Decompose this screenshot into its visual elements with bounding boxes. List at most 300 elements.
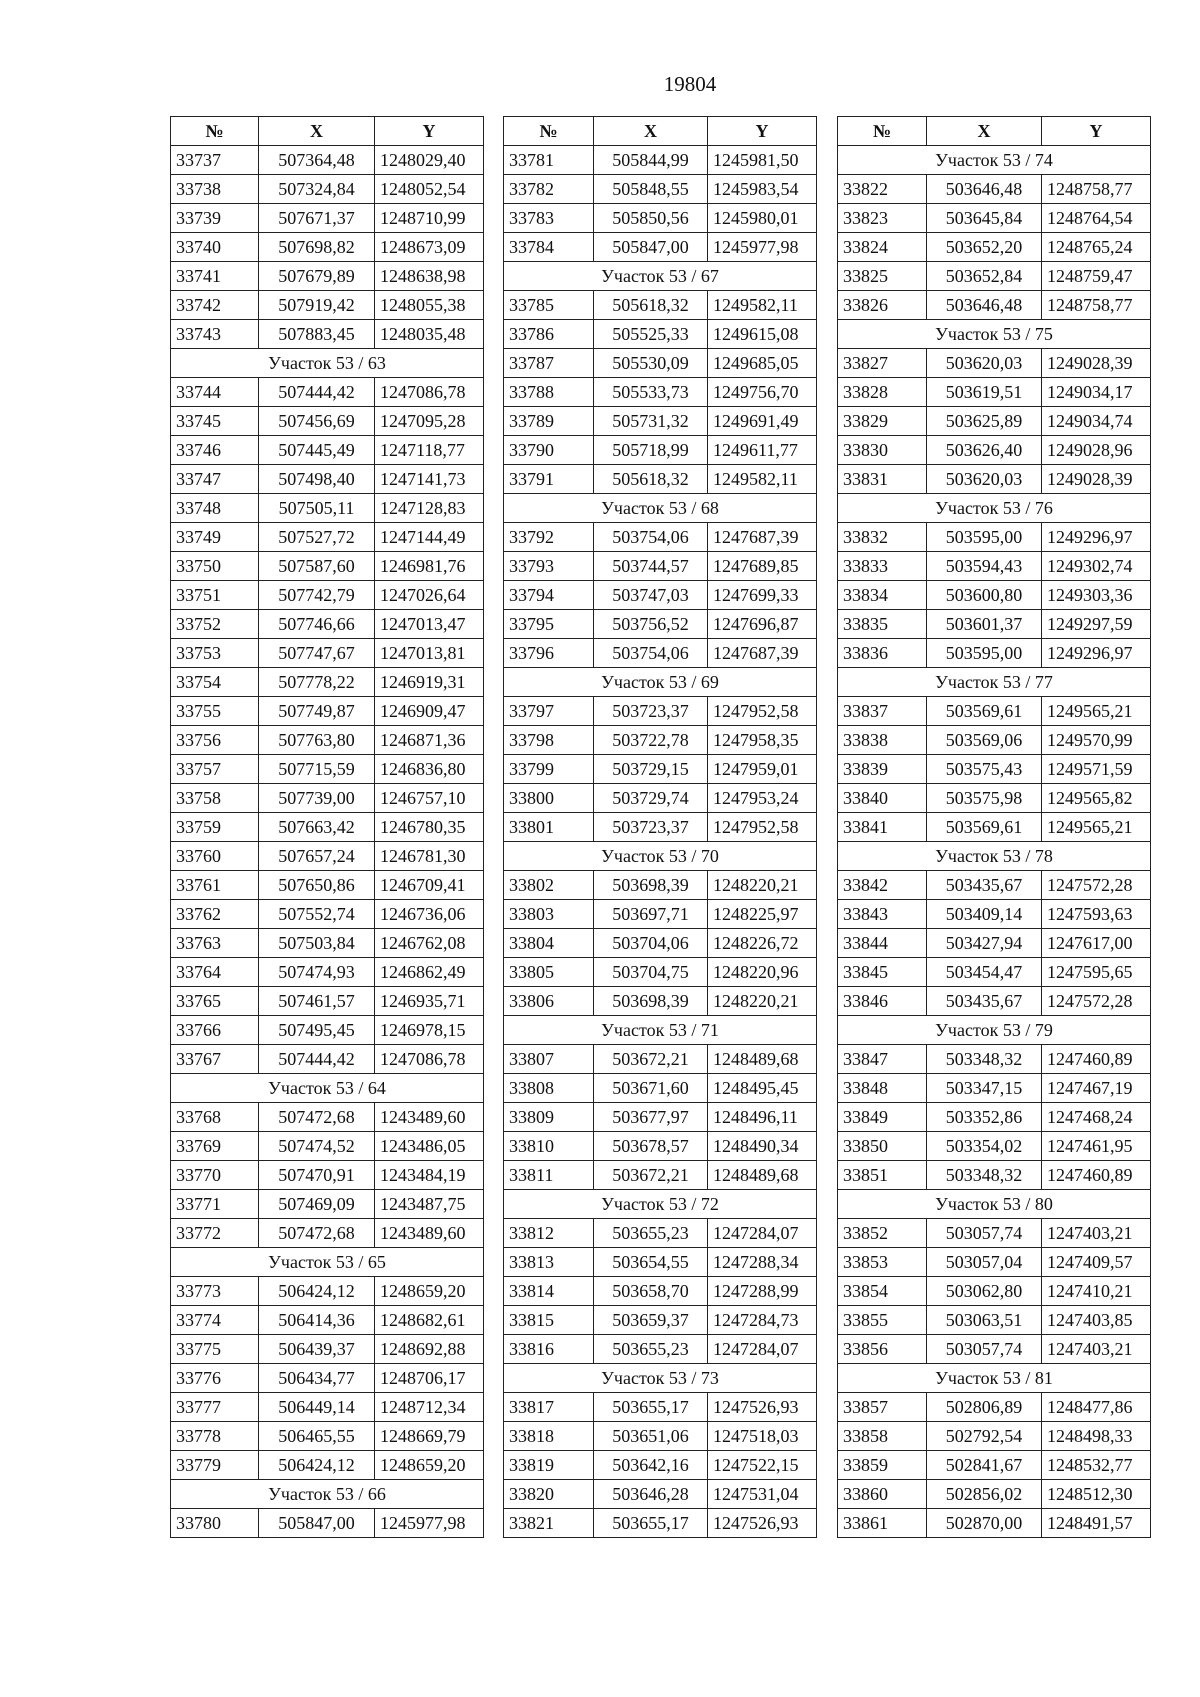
table-row (171, 900, 484, 929)
point-number-cell: 33752 (171, 610, 259, 639)
point-number-cell: 33793 (504, 552, 594, 581)
x-coordinate-cell: 505533,73 (594, 378, 708, 407)
x-coordinate-cell: 502870,00 (927, 1509, 1042, 1538)
table-row (838, 291, 1151, 320)
table-row (504, 523, 817, 552)
point-number-cell: 33815 (504, 1306, 594, 1335)
table-row (838, 175, 1151, 204)
y-coordinate-cell: 1248498,33 (1042, 1422, 1151, 1451)
section-title: Участок 53 / 69 (504, 668, 817, 697)
x-coordinate-cell: 503620,03 (927, 349, 1042, 378)
x-coordinate-cell: 505844,99 (594, 146, 708, 175)
point-number-cell: 33838 (838, 726, 927, 755)
table-row (171, 1306, 484, 1335)
point-number-cell: 33760 (171, 842, 259, 871)
x-coordinate-cell: 503601,37 (927, 610, 1042, 639)
table-row (838, 639, 1151, 668)
point-number-cell: 33849 (838, 1103, 927, 1132)
x-coordinate-cell: 503756,52 (594, 610, 708, 639)
y-coordinate-cell: 1247687,39 (708, 523, 817, 552)
header-number: № (171, 117, 259, 146)
point-number-cell: 33771 (171, 1190, 259, 1219)
x-coordinate-cell: 507445,49 (259, 436, 375, 465)
y-coordinate-cell: 1243489,60 (375, 1103, 484, 1132)
x-coordinate-cell: 503569,06 (927, 726, 1042, 755)
x-coordinate-cell: 503754,06 (594, 523, 708, 552)
table-row (838, 1074, 1151, 1103)
point-number-cell: 33832 (838, 523, 927, 552)
table-row (504, 755, 817, 784)
y-coordinate-cell: 1247460,89 (1042, 1161, 1151, 1190)
table-row (171, 639, 484, 668)
y-coordinate-cell: 1247128,83 (375, 494, 484, 523)
y-coordinate-cell: 1245977,98 (708, 233, 817, 262)
y-coordinate-cell: 1247026,64 (375, 581, 484, 610)
x-coordinate-cell: 506424,12 (259, 1277, 375, 1306)
point-number-cell: 33844 (838, 929, 927, 958)
point-number-cell: 33764 (171, 958, 259, 987)
table-row (504, 697, 817, 726)
point-number-cell: 33766 (171, 1016, 259, 1045)
y-coordinate-cell: 1247959,01 (708, 755, 817, 784)
table-row (171, 581, 484, 610)
point-number-cell: 33810 (504, 1132, 594, 1161)
x-coordinate-cell: 503646,48 (927, 175, 1042, 204)
x-coordinate-cell: 503642,16 (594, 1451, 708, 1480)
table-row (504, 581, 817, 610)
y-coordinate-cell: 1248758,77 (1042, 291, 1151, 320)
header-y: Y (375, 117, 484, 146)
y-coordinate-cell: 1246871,36 (375, 726, 484, 755)
point-number-cell: 33830 (838, 436, 927, 465)
section-title: Участок 53 / 76 (838, 494, 1151, 523)
section-title: Участок 53 / 65 (171, 1248, 484, 1277)
x-coordinate-cell: 507470,91 (259, 1161, 375, 1190)
point-number-cell: 33852 (838, 1219, 927, 1248)
table-row (838, 1248, 1151, 1277)
table-row (838, 813, 1151, 842)
y-coordinate-cell: 1249685,05 (708, 349, 817, 378)
table-row (171, 1451, 484, 1480)
table-row (171, 697, 484, 726)
y-coordinate-cell: 1249611,77 (708, 436, 817, 465)
table-row (504, 1103, 817, 1132)
x-coordinate-cell: 503569,61 (927, 697, 1042, 726)
y-coordinate-cell: 1247013,81 (375, 639, 484, 668)
y-coordinate-cell: 1246836,80 (375, 755, 484, 784)
point-number-cell: 33757 (171, 755, 259, 784)
y-coordinate-cell: 1247953,24 (708, 784, 817, 813)
point-number-cell: 33759 (171, 813, 259, 842)
y-coordinate-cell: 1247696,87 (708, 610, 817, 639)
y-coordinate-cell: 1249582,11 (708, 291, 817, 320)
point-number-cell: 33738 (171, 175, 259, 204)
point-number-cell: 33790 (504, 436, 594, 465)
point-number-cell: 33846 (838, 987, 927, 1016)
x-coordinate-cell: 503655,23 (594, 1335, 708, 1364)
x-coordinate-cell: 507747,67 (259, 639, 375, 668)
table-row (838, 1480, 1151, 1509)
table-row (171, 146, 484, 175)
y-coordinate-cell: 1248710,99 (375, 204, 484, 233)
x-coordinate-cell: 503625,89 (927, 407, 1042, 436)
point-number-cell: 33817 (504, 1393, 594, 1422)
x-coordinate-cell: 503697,71 (594, 900, 708, 929)
point-number-cell: 33843 (838, 900, 927, 929)
x-coordinate-cell: 507587,60 (259, 552, 375, 581)
x-coordinate-cell: 507749,87 (259, 697, 375, 726)
table-row (838, 1132, 1151, 1161)
point-number-cell: 33784 (504, 233, 594, 262)
table-row (171, 610, 484, 639)
point-number-cell: 33796 (504, 639, 594, 668)
x-coordinate-cell: 507883,45 (259, 320, 375, 349)
table-row (171, 204, 484, 233)
y-coordinate-cell: 1247086,78 (375, 1045, 484, 1074)
point-number-cell: 33814 (504, 1277, 594, 1306)
table-row (504, 1074, 817, 1103)
y-coordinate-cell: 1248029,40 (375, 146, 484, 175)
table-row (504, 639, 817, 668)
x-coordinate-cell: 503655,17 (594, 1393, 708, 1422)
x-coordinate-cell: 503575,43 (927, 755, 1042, 784)
table-row (838, 552, 1151, 581)
x-coordinate-cell: 507456,69 (259, 407, 375, 436)
table-row (171, 987, 484, 1016)
x-coordinate-cell: 505848,55 (594, 175, 708, 204)
point-number-cell: 33816 (504, 1335, 594, 1364)
point-number-cell: 33785 (504, 291, 594, 320)
point-number-cell: 33748 (171, 494, 259, 523)
y-coordinate-cell: 1247461,95 (1042, 1132, 1151, 1161)
y-coordinate-cell: 1248682,61 (375, 1306, 484, 1335)
point-number-cell: 33778 (171, 1422, 259, 1451)
y-coordinate-cell: 1247288,34 (708, 1248, 817, 1277)
table-row (504, 726, 817, 755)
table-row (171, 813, 484, 842)
point-number-cell: 33857 (838, 1393, 927, 1422)
table-row (504, 871, 817, 900)
point-number-cell: 33808 (504, 1074, 594, 1103)
y-coordinate-cell: 1247460,89 (1042, 1045, 1151, 1074)
section-row (838, 668, 1151, 697)
y-coordinate-cell: 1249296,97 (1042, 639, 1151, 668)
x-coordinate-cell: 507739,00 (259, 784, 375, 813)
x-coordinate-cell: 503435,67 (927, 871, 1042, 900)
x-coordinate-cell: 503646,28 (594, 1480, 708, 1509)
point-number-cell: 33835 (838, 610, 927, 639)
table-row (838, 1161, 1151, 1190)
section-title: Участок 53 / 72 (504, 1190, 817, 1219)
y-coordinate-cell: 1248659,20 (375, 1277, 484, 1306)
point-number-cell: 33861 (838, 1509, 927, 1538)
x-coordinate-cell: 506465,55 (259, 1422, 375, 1451)
x-coordinate-cell: 507324,84 (259, 175, 375, 204)
x-coordinate-cell: 503744,57 (594, 552, 708, 581)
page-number: 19804 (663, 72, 717, 96)
table-row (838, 987, 1151, 1016)
y-coordinate-cell: 1247952,58 (708, 697, 817, 726)
point-number-cell: 33783 (504, 204, 594, 233)
x-coordinate-cell: 507552,74 (259, 900, 375, 929)
y-coordinate-cell: 1247141,73 (375, 465, 484, 494)
y-coordinate-cell: 1247284,73 (708, 1306, 817, 1335)
y-coordinate-cell: 1247572,28 (1042, 871, 1151, 900)
point-number-cell: 33794 (504, 581, 594, 610)
point-number-cell: 33847 (838, 1045, 927, 1074)
y-coordinate-cell: 1246919,31 (375, 668, 484, 697)
point-number-cell: 33773 (171, 1277, 259, 1306)
section-title: Участок 53 / 64 (171, 1074, 484, 1103)
table-row (504, 407, 817, 436)
section-row (504, 842, 817, 871)
x-coordinate-cell: 507663,42 (259, 813, 375, 842)
x-coordinate-cell: 507472,68 (259, 1219, 375, 1248)
point-number-cell: 33740 (171, 233, 259, 262)
x-coordinate-cell: 503754,06 (594, 639, 708, 668)
point-number-cell: 33812 (504, 1219, 594, 1248)
x-coordinate-cell: 503454,47 (927, 958, 1042, 987)
point-number-cell: 33751 (171, 581, 259, 610)
y-coordinate-cell: 1247095,28 (375, 407, 484, 436)
section-row (838, 842, 1151, 871)
x-coordinate-cell: 507746,66 (259, 610, 375, 639)
table-row (838, 349, 1151, 378)
point-number-cell: 33845 (838, 958, 927, 987)
section-title: Участок 53 / 79 (838, 1016, 1151, 1045)
section-title: Участок 53 / 77 (838, 668, 1151, 697)
point-number-cell: 33806 (504, 987, 594, 1016)
x-coordinate-cell: 503595,00 (927, 639, 1042, 668)
x-coordinate-cell: 507474,52 (259, 1132, 375, 1161)
x-coordinate-cell: 503063,51 (927, 1306, 1042, 1335)
y-coordinate-cell: 1248758,77 (1042, 175, 1151, 204)
table-row (171, 465, 484, 494)
table-row (504, 1132, 817, 1161)
table-row (171, 523, 484, 552)
table-row (504, 1045, 817, 1074)
table-row (171, 494, 484, 523)
point-number-cell: 33839 (838, 755, 927, 784)
table-row (171, 1132, 484, 1161)
y-coordinate-cell: 1247522,15 (708, 1451, 817, 1480)
y-coordinate-cell: 1249028,39 (1042, 349, 1151, 378)
y-coordinate-cell: 1248673,09 (375, 233, 484, 262)
table-row (171, 320, 484, 349)
y-coordinate-cell: 1247526,93 (708, 1393, 817, 1422)
x-coordinate-cell: 505530,09 (594, 349, 708, 378)
point-number-cell: 33800 (504, 784, 594, 813)
point-number-cell: 33795 (504, 610, 594, 639)
x-coordinate-cell: 503698,39 (594, 987, 708, 1016)
point-number-cell: 33750 (171, 552, 259, 581)
point-number-cell: 33739 (171, 204, 259, 233)
y-coordinate-cell: 1246736,06 (375, 900, 484, 929)
point-number-cell: 33854 (838, 1277, 927, 1306)
y-coordinate-cell: 1248489,68 (708, 1161, 817, 1190)
point-number-cell: 33744 (171, 378, 259, 407)
y-coordinate-cell: 1246862,49 (375, 958, 484, 987)
y-coordinate-cell: 1248706,17 (375, 1364, 484, 1393)
x-coordinate-cell: 503704,75 (594, 958, 708, 987)
point-number-cell: 33824 (838, 233, 927, 262)
point-number-cell: 33754 (171, 668, 259, 697)
y-coordinate-cell: 1247526,93 (708, 1509, 817, 1538)
table-row (838, 204, 1151, 233)
section-title: Участок 53 / 68 (504, 494, 817, 523)
y-coordinate-cell: 1249582,11 (708, 465, 817, 494)
y-coordinate-cell: 1248220,21 (708, 987, 817, 1016)
table-row (504, 204, 817, 233)
table-row (504, 1480, 817, 1509)
table-row (838, 1277, 1151, 1306)
y-coordinate-cell: 1247518,03 (708, 1422, 817, 1451)
point-number-cell: 33807 (504, 1045, 594, 1074)
x-coordinate-cell: 503594,43 (927, 552, 1042, 581)
y-coordinate-cell: 1248532,77 (1042, 1451, 1151, 1480)
y-coordinate-cell: 1248052,54 (375, 175, 484, 204)
y-coordinate-cell: 1246981,76 (375, 552, 484, 581)
x-coordinate-cell: 505731,32 (594, 407, 708, 436)
section-row (504, 494, 817, 523)
point-number-cell: 33761 (171, 871, 259, 900)
table-row (504, 987, 817, 1016)
y-coordinate-cell: 1248035,48 (375, 320, 484, 349)
table-row (504, 900, 817, 929)
y-coordinate-cell: 1248491,57 (1042, 1509, 1151, 1538)
y-coordinate-cell: 1247689,85 (708, 552, 817, 581)
y-coordinate-cell: 1249302,74 (1042, 552, 1151, 581)
x-coordinate-cell: 505847,00 (259, 1509, 375, 1538)
x-coordinate-cell: 503057,74 (927, 1219, 1042, 1248)
section-title: Участок 53 / 78 (838, 842, 1151, 871)
y-coordinate-cell: 1249571,59 (1042, 755, 1151, 784)
table-row (171, 1016, 484, 1045)
x-coordinate-cell: 503723,37 (594, 697, 708, 726)
table-row (171, 726, 484, 755)
y-coordinate-cell: 1246757,10 (375, 784, 484, 813)
x-coordinate-cell: 503348,32 (927, 1161, 1042, 1190)
x-coordinate-cell: 503600,80 (927, 581, 1042, 610)
x-coordinate-cell: 505718,99 (594, 436, 708, 465)
table-row (838, 465, 1151, 494)
table-row (171, 1103, 484, 1132)
y-coordinate-cell: 1247144,49 (375, 523, 484, 552)
x-coordinate-cell: 507657,24 (259, 842, 375, 871)
table-row (171, 407, 484, 436)
section-title: Участок 53 / 71 (504, 1016, 817, 1045)
y-coordinate-cell: 1245977,98 (375, 1509, 484, 1538)
x-coordinate-cell: 507505,11 (259, 494, 375, 523)
x-coordinate-cell: 503347,15 (927, 1074, 1042, 1103)
section-title: Участок 53 / 70 (504, 842, 817, 871)
y-coordinate-cell: 1247595,65 (1042, 958, 1151, 987)
y-coordinate-cell: 1248495,45 (708, 1074, 817, 1103)
point-number-cell: 33770 (171, 1161, 259, 1190)
x-coordinate-cell: 507472,68 (259, 1103, 375, 1132)
section-row (838, 1190, 1151, 1219)
table-row (171, 668, 484, 697)
x-coordinate-cell: 503595,00 (927, 523, 1042, 552)
table-row (504, 349, 817, 378)
x-coordinate-cell: 503722,78 (594, 726, 708, 755)
table-row (838, 958, 1151, 987)
x-coordinate-cell: 503062,80 (927, 1277, 1042, 1306)
section-row (171, 349, 484, 378)
x-coordinate-cell: 507444,42 (259, 1045, 375, 1074)
point-number-cell: 33741 (171, 262, 259, 291)
point-number-cell: 33775 (171, 1335, 259, 1364)
table-row (504, 1306, 817, 1335)
point-number-cell: 33774 (171, 1306, 259, 1335)
x-coordinate-cell: 502792,54 (927, 1422, 1042, 1451)
point-number-cell: 33831 (838, 465, 927, 494)
x-coordinate-cell: 507364,48 (259, 146, 375, 175)
section-row (504, 1190, 817, 1219)
y-coordinate-cell: 1247531,04 (708, 1480, 817, 1509)
table-row (838, 1103, 1151, 1132)
table-row (171, 1277, 484, 1306)
table-row (504, 378, 817, 407)
x-coordinate-cell: 505618,32 (594, 465, 708, 494)
table-row (171, 871, 484, 900)
y-coordinate-cell: 1246780,35 (375, 813, 484, 842)
table-row (171, 1393, 484, 1422)
table-row (171, 552, 484, 581)
y-coordinate-cell: 1246781,30 (375, 842, 484, 871)
point-number-cell: 33749 (171, 523, 259, 552)
x-coordinate-cell: 507527,72 (259, 523, 375, 552)
y-coordinate-cell: 1248496,11 (708, 1103, 817, 1132)
y-coordinate-cell: 1248220,96 (708, 958, 817, 987)
section-title: Участок 53 / 73 (504, 1364, 817, 1393)
x-coordinate-cell: 507498,40 (259, 465, 375, 494)
point-number-cell: 33746 (171, 436, 259, 465)
y-coordinate-cell: 1247284,07 (708, 1335, 817, 1364)
point-number-cell: 33853 (838, 1248, 927, 1277)
table-row (504, 175, 817, 204)
point-number-cell: 33792 (504, 523, 594, 552)
table-row (504, 1422, 817, 1451)
table-row (171, 958, 484, 987)
x-coordinate-cell: 503427,94 (927, 929, 1042, 958)
y-coordinate-cell: 1246935,71 (375, 987, 484, 1016)
x-coordinate-cell: 503659,37 (594, 1306, 708, 1335)
table-row (838, 871, 1151, 900)
x-coordinate-cell: 507469,09 (259, 1190, 375, 1219)
point-number-cell: 33855 (838, 1306, 927, 1335)
x-coordinate-cell: 503620,03 (927, 465, 1042, 494)
y-coordinate-cell: 1247593,63 (1042, 900, 1151, 929)
x-coordinate-cell: 503057,04 (927, 1248, 1042, 1277)
point-number-cell: 33788 (504, 378, 594, 407)
table-row (838, 523, 1151, 552)
point-number-cell: 33767 (171, 1045, 259, 1074)
x-coordinate-cell: 507742,79 (259, 581, 375, 610)
table-row (838, 1422, 1151, 1451)
y-coordinate-cell: 1249297,59 (1042, 610, 1151, 639)
point-number-cell: 33859 (838, 1451, 927, 1480)
point-number-cell: 33856 (838, 1335, 927, 1364)
x-coordinate-cell: 507461,57 (259, 987, 375, 1016)
table-row (171, 1045, 484, 1074)
y-coordinate-cell: 1247403,21 (1042, 1219, 1151, 1248)
y-coordinate-cell: 1249034,74 (1042, 407, 1151, 436)
x-coordinate-cell: 503672,21 (594, 1161, 708, 1190)
table-row (504, 1161, 817, 1190)
x-coordinate-cell: 503645,84 (927, 204, 1042, 233)
table-row (838, 581, 1151, 610)
